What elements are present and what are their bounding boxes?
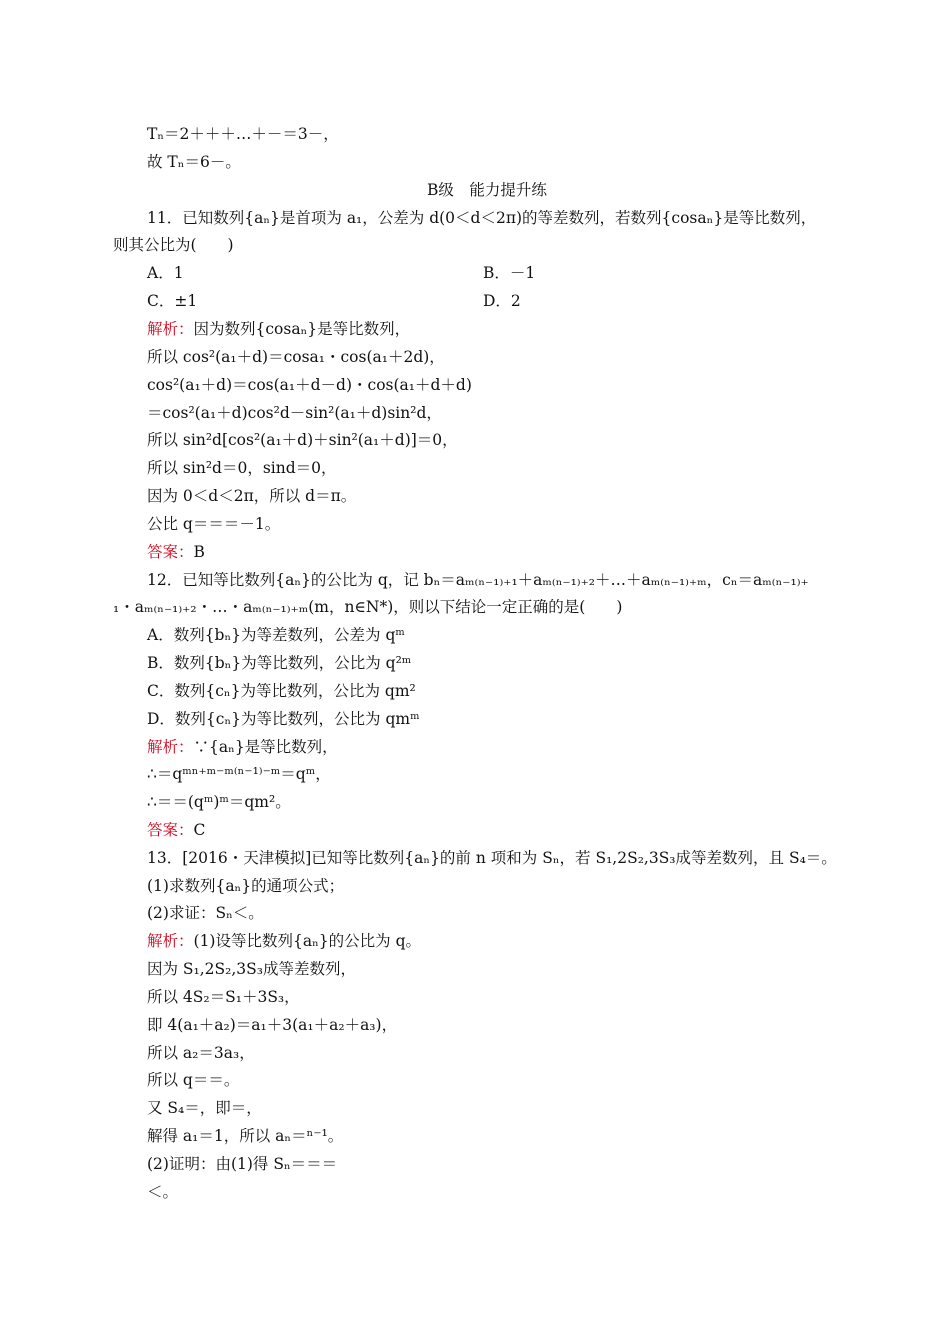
analysis-label: 解析： — [147, 320, 194, 338]
analysis-text: (1)设等比数列{aₙ}的公比为 q。 — [193, 932, 421, 950]
text-line: cos²(a₁＋d)＝cos(a₁＋d－d)・cos(a₁＋d＋d) — [147, 376, 472, 394]
text-line: 即 4(a₁＋a₂)＝a₁＋3(a₁＋a₂＋a₃)， — [147, 1016, 398, 1034]
text-line: Tₙ＝2＋＋＋…＋－＝3－， — [147, 125, 339, 143]
question-12-stem-cont: ₁・aₘ₍ₙ₋₁₎₊₂・…・aₘ₍ₙ₋₁₎₊ₘ(m，n∈N*)，则以下结论一定正确的是( ) — [113, 598, 623, 616]
analysis-line — [147, 319, 410, 339]
text-line: 所以 4S₂＝S₁＋3S₃， — [147, 988, 300, 1006]
answer-value: C — [193, 821, 206, 839]
text-line: 所以 cos²(a₁＋d)＝cosa₁・cos(a₁＋2d)， — [147, 348, 445, 366]
analysis-text: ∵{aₙ}是等比数列， — [193, 738, 338, 756]
text-line: (1)求数列{aₙ}的通项公式； — [147, 877, 345, 895]
option-b: B．数列{bₙ}为等比数列，公比为 q²ᵐ — [147, 654, 412, 672]
analysis-label: 解析： — [147, 738, 194, 756]
option-d: D．2 — [483, 292, 521, 310]
text-line: 所以 sin²d＝0，sind＝0， — [147, 459, 337, 477]
analysis-label: 解析： — [147, 932, 194, 950]
answer-value: B — [193, 543, 205, 561]
text-line: (2)求证：Sₙ＜。 — [147, 904, 264, 922]
analysis-line — [147, 737, 338, 757]
question-11-stem: 11．已知数列{aₙ}是首项为 a₁，公差为 d(0＜d＜2π)的等差数列，若数列{cosaₙ}是等比数列， — [147, 209, 817, 227]
text-line: 又 S₄＝，即＝， — [147, 1099, 262, 1117]
option-d: D．数列{cₙ}为等比数列，公比为 qmᵐ — [147, 710, 420, 728]
analysis-text: 因为数列{cosaₙ}是等比数列， — [193, 320, 411, 338]
section-heading: B级 能力提升练 — [427, 181, 547, 199]
option-a: A．1 — [147, 264, 184, 282]
option-c: C．数列{cₙ}为等比数列，公比为 qm² — [147, 682, 416, 700]
text-line: (2)证明：由(1)得 Sₙ＝＝＝ — [147, 1155, 338, 1173]
option-b: B．－1 — [483, 264, 536, 282]
option-c: C．±1 — [147, 292, 198, 310]
text-line: ∴＝＝(qᵐ)ᵐ＝qm²。 — [147, 793, 291, 811]
text-line: 解得 a₁＝1，所以 aₙ＝ⁿ⁻¹。 — [147, 1127, 344, 1145]
text-line: 所以 q＝＝。 — [147, 1071, 240, 1089]
analysis-line — [147, 931, 421, 951]
answer-label: 答案： — [147, 821, 194, 839]
question-11-stem-cont: 则其公比为( ) — [113, 236, 234, 254]
text-line: ＜。 — [147, 1183, 179, 1201]
question-12-stem: 12．已知等比数列{aₙ}的公比为 q，记 bₙ＝aₘ₍ₙ₋₁₎₊₁＋aₘ₍ₙ₋₁₎₊₂＋…＋aₘ₍ₙ₋₁₎₊ₘ，cₙ＝aₘ₍ₙ₋₁₎₊ — [147, 571, 809, 589]
text-line: 因为 0＜d＜2π，所以 d＝π。 — [147, 487, 357, 505]
text-line: 所以 sin²d[cos²(a₁＋d)＋sin²(a₁＋d)]＝0， — [147, 431, 458, 449]
option-a: A．数列{bₙ}为等差数列，公差为 qᵐ — [147, 626, 405, 644]
text-line: ＝cos²(a₁＋d)cos²d－sin²(a₁＋d)sin²d， — [147, 404, 442, 422]
text-line: 所以 a₂＝3a₃， — [147, 1044, 255, 1062]
answer-line — [147, 542, 205, 562]
text-line: 因为 S₁,2S₂,3S₃成等差数列， — [147, 960, 357, 978]
text-line: ∴＝qᵐⁿ⁺ᵐ⁻ᵐ⁽ⁿ⁻¹⁾⁻ᵐ＝qᵐ， — [147, 765, 331, 783]
text-line: 故 Tₙ＝6－。 — [147, 153, 241, 171]
question-13-stem: 13．[2016・天津模拟]已知等比数列{aₙ}的前 n 项和为 Sₙ，若 S₁,2S₂,3S₃成等差数列，且 S₄＝。 — [147, 849, 837, 867]
answer-label: 答案： — [147, 543, 194, 561]
text-line: 公比 q＝＝＝－1。 — [147, 515, 281, 533]
answer-line — [147, 820, 205, 840]
